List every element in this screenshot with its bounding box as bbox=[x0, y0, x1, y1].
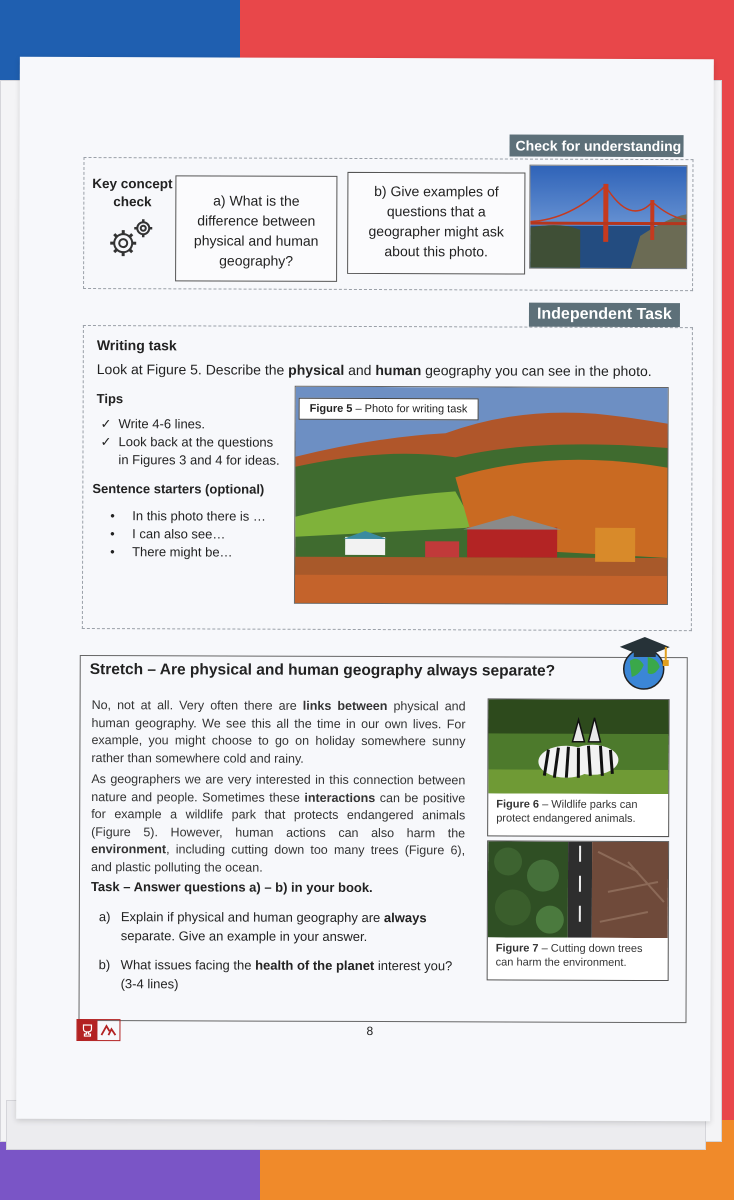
figure-7-caption-text: – Cutting down trees can harm the environment. bbox=[495, 942, 643, 969]
question-a-label: a) bbox=[98, 909, 111, 925]
question-b-label: b) bbox=[98, 957, 111, 973]
prompt-part: and bbox=[344, 361, 376, 379]
question-b-box bbox=[347, 172, 525, 275]
stretch-question-a bbox=[99, 907, 459, 946]
check-icon: ✓ bbox=[100, 434, 112, 450]
prompt-part: Look at Figure 5. Describe the bbox=[96, 361, 289, 378]
tip-item bbox=[100, 433, 286, 470]
independent-task-tag: Independent Task bbox=[529, 303, 680, 328]
starter-text: In this photo there is … bbox=[132, 508, 266, 524]
figure-5-caption-text: – Photo for writing task bbox=[352, 402, 468, 416]
qa-part: separate. Give an example in your answer. bbox=[120, 928, 368, 945]
bullet-icon: • bbox=[110, 508, 115, 524]
figure-7-box bbox=[487, 840, 669, 981]
prompt-bold-physical: physical bbox=[288, 361, 345, 378]
writing-task-title: Writing task bbox=[96, 337, 177, 354]
stretch-question-b bbox=[99, 955, 469, 994]
figure-6-caption bbox=[488, 793, 668, 830]
check-for-understanding-tag: Check for understanding bbox=[510, 135, 684, 158]
paragraph-bold: links between bbox=[302, 698, 388, 714]
qa-bold: always bbox=[383, 910, 427, 926]
key-concept-label bbox=[87, 175, 177, 211]
brand-mark-icon bbox=[97, 1020, 119, 1040]
question-a-box bbox=[175, 175, 337, 282]
starter-text: There might be… bbox=[132, 544, 233, 560]
question-b-text: b) Give examples of questions that a geographer might ask about this photo. bbox=[368, 183, 504, 260]
starter-item bbox=[110, 543, 290, 562]
prompt-part: geography you can see in the photo. bbox=[421, 362, 652, 379]
figure-5-label: Figure 5 bbox=[309, 402, 353, 415]
figure-6-box bbox=[487, 698, 669, 837]
qb-bold: health of the planet bbox=[255, 957, 375, 974]
stretch-paragraph-2 bbox=[91, 771, 465, 877]
stretch-paragraph-1 bbox=[91, 697, 465, 768]
trophy-icon bbox=[77, 1020, 97, 1040]
golden-gate-photo bbox=[529, 165, 687, 270]
question-a-text: a) What is the difference between physical and human geography? bbox=[193, 192, 319, 269]
figure-7-caption bbox=[488, 937, 668, 974]
footer-logo bbox=[76, 1019, 120, 1041]
writing-task-prompt bbox=[97, 361, 652, 379]
paragraph-bold: interactions bbox=[304, 790, 376, 805]
key-concept-line1: Key concept bbox=[92, 176, 173, 192]
figure-7-label: Figure 7 bbox=[495, 942, 539, 955]
gears-icon bbox=[107, 215, 157, 265]
paragraph-text: No, not at all. Very often there are bbox=[91, 698, 303, 713]
stretch-task-title: Task – Answer questions a) – b) in your book. bbox=[90, 879, 373, 896]
check-icon: ✓ bbox=[100, 416, 112, 432]
tip-item bbox=[101, 415, 287, 434]
starter-text: I can also see… bbox=[132, 526, 226, 542]
starter-item bbox=[110, 507, 290, 526]
paragraph-text: As geographers we are very interested in this connection between nature and people. Sometimes these bbox=[91, 772, 466, 805]
figure-6-label: Figure 6 bbox=[496, 798, 540, 811]
qb-part: What issues facing the bbox=[120, 957, 256, 973]
question-b-text bbox=[121, 955, 469, 994]
paragraph-text: , including cutting down too many trees (Figure 6), and plastic polluting the ocean. bbox=[91, 842, 466, 875]
sentence-starters-title: Sentence starters (optional) bbox=[92, 481, 265, 497]
zebra-photo bbox=[488, 699, 668, 794]
qa-part: Explain if physical and human geography are bbox=[120, 909, 384, 926]
stretch-title: Stretch – Are physical and human geography always separate? bbox=[89, 661, 556, 680]
qb-part: interest you? (3-4 lines) bbox=[120, 958, 453, 992]
graduation-globe-icon bbox=[614, 631, 676, 697]
figure-5-caption bbox=[299, 398, 479, 421]
tips-list bbox=[100, 415, 286, 470]
prompt-bold-human: human bbox=[375, 362, 422, 379]
worksheet-page bbox=[16, 57, 714, 1121]
page-number: 8 bbox=[366, 1024, 374, 1039]
bullet-icon: • bbox=[110, 544, 115, 560]
tip-text: Look back at the questions in Figures 3 and 4 for ideas. bbox=[118, 434, 280, 468]
deforestation-photo bbox=[488, 841, 668, 938]
tips-title: Tips bbox=[96, 391, 124, 407]
paragraph-bold: environment bbox=[91, 842, 167, 857]
starter-item bbox=[110, 525, 290, 544]
sentence-starters-list bbox=[110, 507, 290, 562]
key-concept-line2: check bbox=[113, 194, 152, 210]
paragraph-text: physical and human geography. We see this all the time in our own lives. For example, you might choose to go on holiday somewhere sunny rather than somewhere cold and rainy. bbox=[91, 699, 466, 766]
paragraph-text: can be positive for example a wildlife park that protects endangered animals (Figure 5). However, human actions can also harm the bbox=[91, 790, 466, 840]
question-a-text bbox=[121, 907, 459, 946]
bullet-icon: • bbox=[110, 526, 115, 542]
tip-text: Write 4-6 lines. bbox=[118, 416, 206, 432]
figure-6-caption-text: – Wildlife parks can protect endangered animals. bbox=[496, 798, 638, 825]
